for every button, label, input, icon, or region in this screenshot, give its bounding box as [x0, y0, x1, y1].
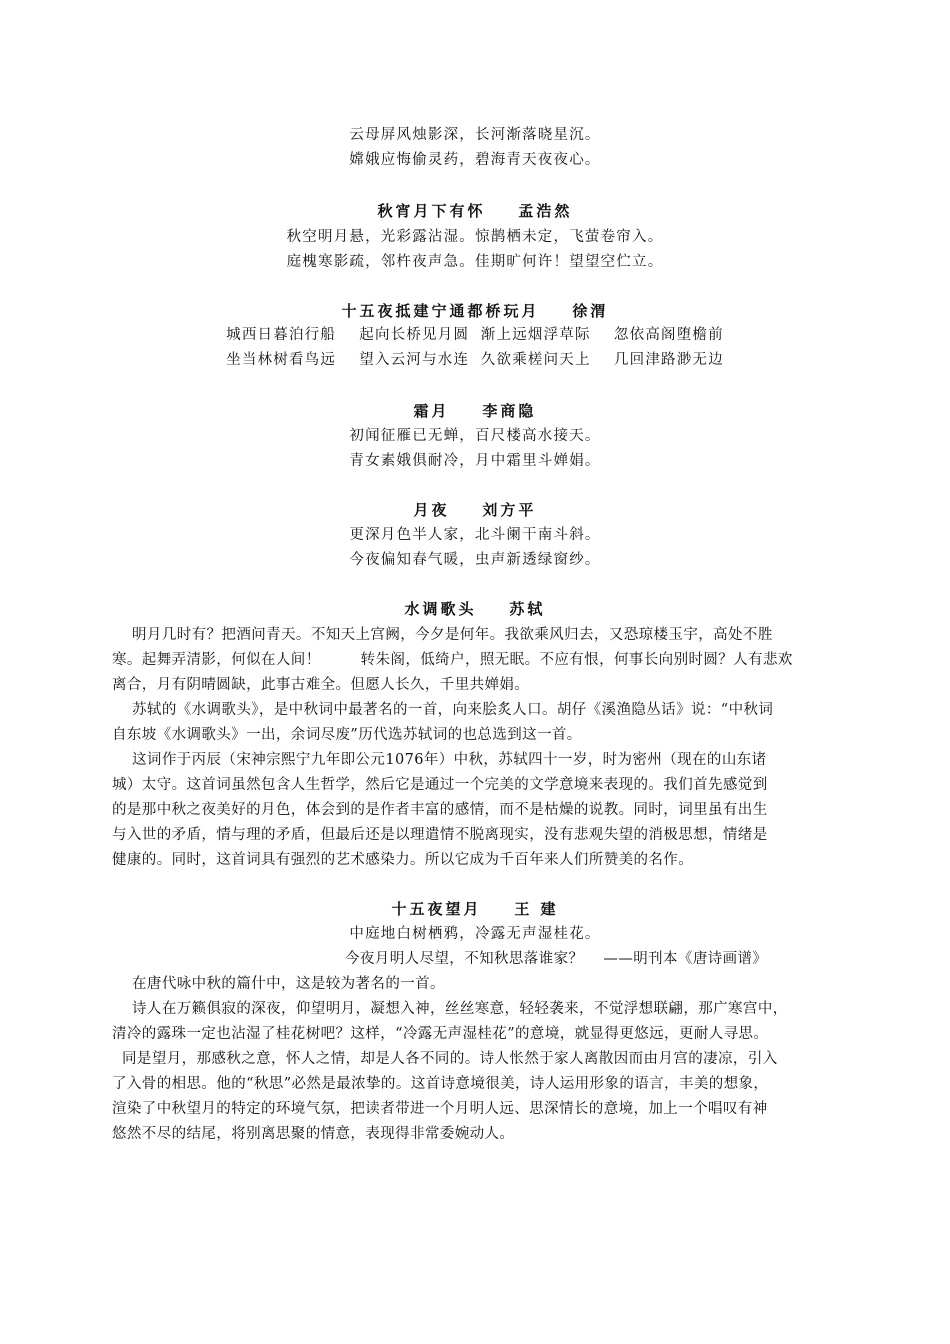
poem-text-line: 寒。起舞弄清影，何似在人间！ 转朱阁，低绮户，照无眠。不应有恨，何事长向别时圆？人有悲欢 [112, 652, 793, 668]
poem-line: 更深月色半人家，北斗阑干南斗斜。 [349, 527, 601, 543]
poem-text-line: 明月几时有？把酒问青天。不知天上宫阙，今夕是何年。我欲乘风归去，又恐琼楼玉宇，高处不胜 [112, 627, 773, 643]
commentary-line: 诗人在万籁俱寂的深夜，仰望明月，凝想入神，丝丝寒意，轻轻袭来，不觉浮想联翩，那广寒宫中， [112, 1001, 788, 1017]
poem-title: 十五夜望月 王 建 [391, 900, 559, 918]
poem-line: 今夜偏知春气暖，虫声新透绿窗纱。 [349, 552, 601, 568]
poem-title: 霜月 李商隐 [413, 402, 537, 420]
poem-title: 水调歌头 苏轼 [404, 600, 546, 618]
commentary-line: 同是望月，那感秋之意，怀人之情，却是人各不同的。诗人怅然于家人离散因而由月宫的凄凉，引入 [112, 1051, 778, 1067]
poem-line: 城西日暮泊行船 起向长桥见月圆 渐上远烟浮草际 忽依高阁堕檐前 [226, 327, 724, 343]
commentary-line: 这词作于丙辰（宋神宗熙宁九年即公元1076年）中秋，苏轼四十一岁，时为密州（现在的山东诸 [112, 752, 767, 768]
commentary-line: 渲染了中秋望月的特定的环境气氛，把读者带进一个月明人远、思深情长的意境，加上一个唱叹有神 [112, 1101, 768, 1117]
commentary-line: 与入世的矛盾，情与理的矛盾，但最后还是以理遣情不脱离现实，没有悲观失望的消极思想，情绪是 [112, 827, 768, 843]
poem-line: 嫦娥应悔偷灵药，碧海青天夜夜心。 [349, 152, 601, 168]
commentary-line: 的是那中秋之夜美好的月色，体会到的是作者丰富的感情，而不是枯燥的说教。同时，词里虽有出生 [112, 802, 768, 818]
commentary-line: 城）太守。这首词虽然包含人生哲学，然后它是通过一个完美的文学意境来表现的。我们首先感觉到 [112, 777, 768, 793]
commentary-line: 苏轼的《水调歌头》，是中秋词中最著名的一首，向来脍炙人口。胡仔《溪渔隐丛话》说：“中秋词 [112, 702, 774, 718]
commentary-line: 健康的。同时，这首词具有强烈的艺术感染力。所以它成为千百年来人们所赞美的名作。 [112, 852, 694, 868]
poem-line: 中庭地白树栖鸦，冷露无声湿桂花。 [349, 926, 601, 942]
commentary-line: 在唐代咏中秋的篇什中，这是较为著名的一首。 [112, 976, 445, 992]
commentary-line: 悠然不尽的结尾，将别离思聚的情意，表现得非常委婉动人。 [112, 1126, 515, 1142]
commentary-line: 自东坡《水调歌头》一出，余词尽废”历代选苏轼词的也总选到这一首。 [112, 727, 582, 743]
poem-title: 十五夜抵建宁通都桥玩月 徐渭 [341, 302, 609, 320]
poem-line: 青女素娥俱耐冷，月中霜里斗婵娟。 [349, 453, 601, 469]
poem-title: 月夜 刘方平 [413, 501, 537, 519]
poem-line: 云母屏风烛影深，长河渐落晓星沉。 [349, 127, 601, 143]
poem-line: 今夜月明人尽望，不知秋思落谁家？ ——明刊本《唐诗画谱》 [345, 951, 768, 967]
commentary-line: 清冷的露珠一定也沾湿了桂花树吧？这样，“冷露无声湿桂花”的意境，就显得更悠远，更耐人寻思。 [112, 1026, 769, 1042]
poem-title: 秋宵月下有怀 孟浩然 [377, 202, 573, 220]
commentary-line: 了入骨的相思。他的“秋思”必然是最浓挚的。这首诗意境很美，诗人运用形象的语言，丰美的想象， [112, 1076, 769, 1092]
poem-text-line: 离合，月有阴晴圆缺，此事古难全。但愿人长久，千里共婵娟。 [112, 677, 530, 693]
poem-line: 秋空明月悬，光彩露沾湿。惊鹊栖未定，飞萤卷帘入。 [286, 229, 664, 245]
poem-line: 坐当林树看鸟远 望入云河与水连 久欲乘槎问天上 几回津路渺无边 [226, 352, 724, 368]
poem-line: 庭槐寒影疏，邻杵夜声急。佳期旷何许！望望空伫立。 [286, 254, 664, 270]
poem-line: 初闻征雁已无蝉，百尺楼高水接天。 [349, 428, 601, 444]
